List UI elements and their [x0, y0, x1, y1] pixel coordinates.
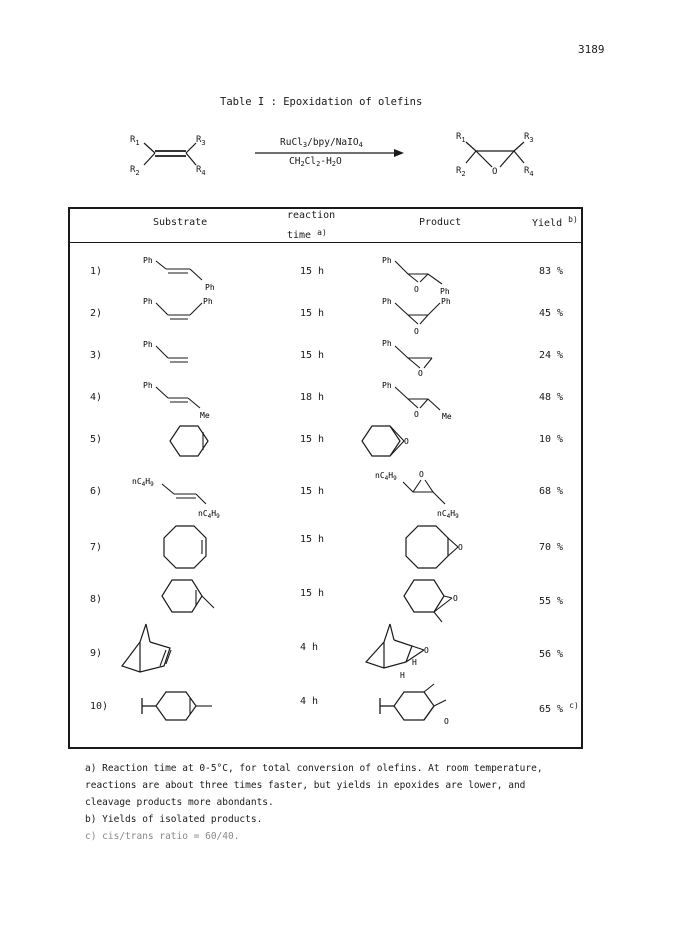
svg-text:O: O — [414, 327, 419, 336]
svg-text:Ph: Ph — [382, 339, 392, 348]
table-row — [70, 295, 581, 337]
svg-text:Me: Me — [442, 412, 452, 421]
svg-text:O: O — [404, 437, 409, 446]
svg-text:Ph: Ph — [382, 381, 392, 390]
header-substrate: Substrate — [153, 217, 208, 228]
svg-text:H: H — [412, 658, 417, 667]
footnote-b: b) Yields of isolated products. — [85, 814, 263, 825]
svg-text:O: O — [414, 410, 419, 419]
substrate-structure — [132, 466, 242, 522]
product-structure — [376, 678, 486, 728]
svg-text:O: O — [414, 285, 419, 294]
product-structure — [380, 338, 480, 378]
product-structure — [360, 422, 430, 466]
r4-label: $R_4$ — [196, 165, 206, 177]
reaction-time: 15 h — [300, 486, 325, 497]
page-number: 3189 — [578, 43, 605, 56]
substrate-structure — [158, 522, 222, 574]
r1-label: $R_1$ — [130, 135, 140, 147]
r2-label: $R_2$ — [130, 165, 140, 177]
svg-text:Ph: Ph — [205, 283, 215, 292]
svg-text:Ph: Ph — [382, 256, 392, 265]
reaction-time: 15 h — [300, 534, 325, 545]
reaction-time: 15 h — [300, 434, 325, 445]
footnote-a-line2: reactions are about three times faster, but yields in epoxides are lower, and — [85, 780, 526, 791]
svg-text:R3: $R_3$ — [524, 132, 534, 144]
entry-number: 8) — [90, 594, 103, 605]
substrate-structure — [160, 422, 220, 466]
reaction-time: 15 h — [300, 588, 325, 599]
yield-value: 83 % — [539, 266, 564, 277]
footnote-a-line3: cleavage products more abondants. — [85, 797, 274, 808]
product-structure — [360, 618, 440, 684]
substrate-structure — [140, 338, 240, 378]
svg-text:O: O — [418, 369, 423, 378]
reaction-time: 4 h — [300, 696, 319, 707]
table-row — [70, 522, 581, 574]
yield-value: 45 % — [539, 308, 564, 319]
table-row — [70, 422, 581, 466]
svg-text:Ph: Ph — [203, 297, 213, 306]
svg-text:Ph: Ph — [143, 297, 153, 306]
product-structure — [380, 252, 480, 296]
reaction-time: 15 h — [300, 308, 325, 319]
yield-value: 55 % — [539, 596, 564, 607]
table-row — [70, 678, 581, 728]
header-reaction: reaction — [287, 210, 336, 221]
yield-value: 10 % — [539, 434, 564, 445]
entry-number: 6) — [90, 486, 103, 497]
entry-number: 10) — [90, 701, 109, 712]
svg-text:H: H — [400, 671, 405, 680]
footnote-a-line1: a) Reaction time at 0-5°C, for total conversion of olefins. At room temperature, — [85, 763, 543, 774]
svg-text:Ph: Ph — [143, 256, 153, 265]
product-structure — [375, 466, 485, 522]
reaction-time: 4 h — [300, 642, 319, 653]
substrate-structure — [140, 295, 240, 335]
header-time: time $^{a)}$ — [287, 228, 327, 241]
svg-text:Me: Me — [200, 411, 210, 420]
substrate-structure — [116, 618, 186, 684]
table-row — [70, 252, 581, 296]
entry-number: 4) — [90, 392, 103, 403]
svg-text:nC4H9: $nC_4H_9$ — [132, 477, 154, 488]
product-structure — [380, 380, 480, 422]
svg-text:nC4H9: $nC_4H_9$ — [198, 509, 220, 520]
yield-value: 48 % — [539, 392, 564, 403]
svg-text:O: O — [419, 470, 424, 479]
svg-text:O: O — [444, 717, 449, 726]
yield-value: 70 % — [539, 542, 564, 553]
yield-value: 56 % — [539, 649, 564, 660]
svg-text:O: O — [458, 543, 463, 552]
table-header-divider — [68, 242, 583, 243]
yield-value: 65 % $^{c)}$ — [539, 701, 579, 715]
r3-label: $R_3$ — [196, 135, 206, 147]
svg-text:nC4H9: $nC_4H_9$ — [437, 509, 459, 520]
table-title: Table I : Epoxidation of olefins — [220, 96, 423, 108]
yield-value: 24 % — [539, 350, 564, 361]
reaction-scheme-graphic — [120, 125, 560, 185]
reaction-time: 15 h — [300, 266, 325, 277]
svg-text:Ph: Ph — [441, 297, 451, 306]
yield-value: 68 % — [539, 486, 564, 497]
product-structure — [380, 295, 480, 337]
reagents-bottom: $CH_2Cl_2-H_2O$ — [289, 156, 342, 168]
svg-text:Ph: Ph — [440, 287, 450, 296]
svg-text:Ph: Ph — [143, 381, 153, 390]
scheme-epoxide-o: O — [492, 167, 498, 177]
footnote-c: c) cis/trans ratio = 60/40. — [85, 831, 240, 842]
svg-text:R2: $R_2$ — [456, 166, 466, 178]
svg-text:O: O — [453, 594, 458, 603]
reaction-scheme — [120, 125, 560, 185]
reaction-time: 15 h — [300, 350, 325, 361]
entry-number: 9) — [90, 648, 103, 659]
product-structure — [402, 522, 472, 574]
table-row — [70, 338, 581, 378]
footnotes — [85, 760, 543, 845]
header-yield: Yield $^{b)}$ — [532, 215, 578, 229]
table-row — [70, 380, 581, 422]
substrate-structure — [140, 252, 240, 292]
table-row — [70, 618, 581, 684]
svg-text:R4: $R_4$ — [524, 166, 534, 178]
svg-text:Ph: Ph — [143, 340, 153, 349]
entry-number: 3) — [90, 350, 103, 361]
svg-text:Ph: Ph — [382, 297, 392, 306]
entry-number: 7) — [90, 542, 103, 553]
entry-number: 5) — [90, 434, 103, 445]
svg-text:O: O — [424, 646, 429, 655]
substrate-structure — [138, 678, 238, 728]
svg-text:nC4H9: $nC_4H_9$ — [375, 471, 397, 482]
header-product: Product — [419, 217, 462, 228]
substrate-structure — [140, 380, 240, 422]
entry-number: 1) — [90, 266, 103, 277]
svg-text:R1: $R_1$ — [456, 132, 466, 144]
reagents-top: RuCl$_3$/bpy/NaIO$_4$ — [280, 137, 363, 149]
entry-number: 2) — [90, 308, 103, 319]
reaction-time: 18 h — [300, 392, 325, 403]
table-row — [70, 466, 581, 522]
